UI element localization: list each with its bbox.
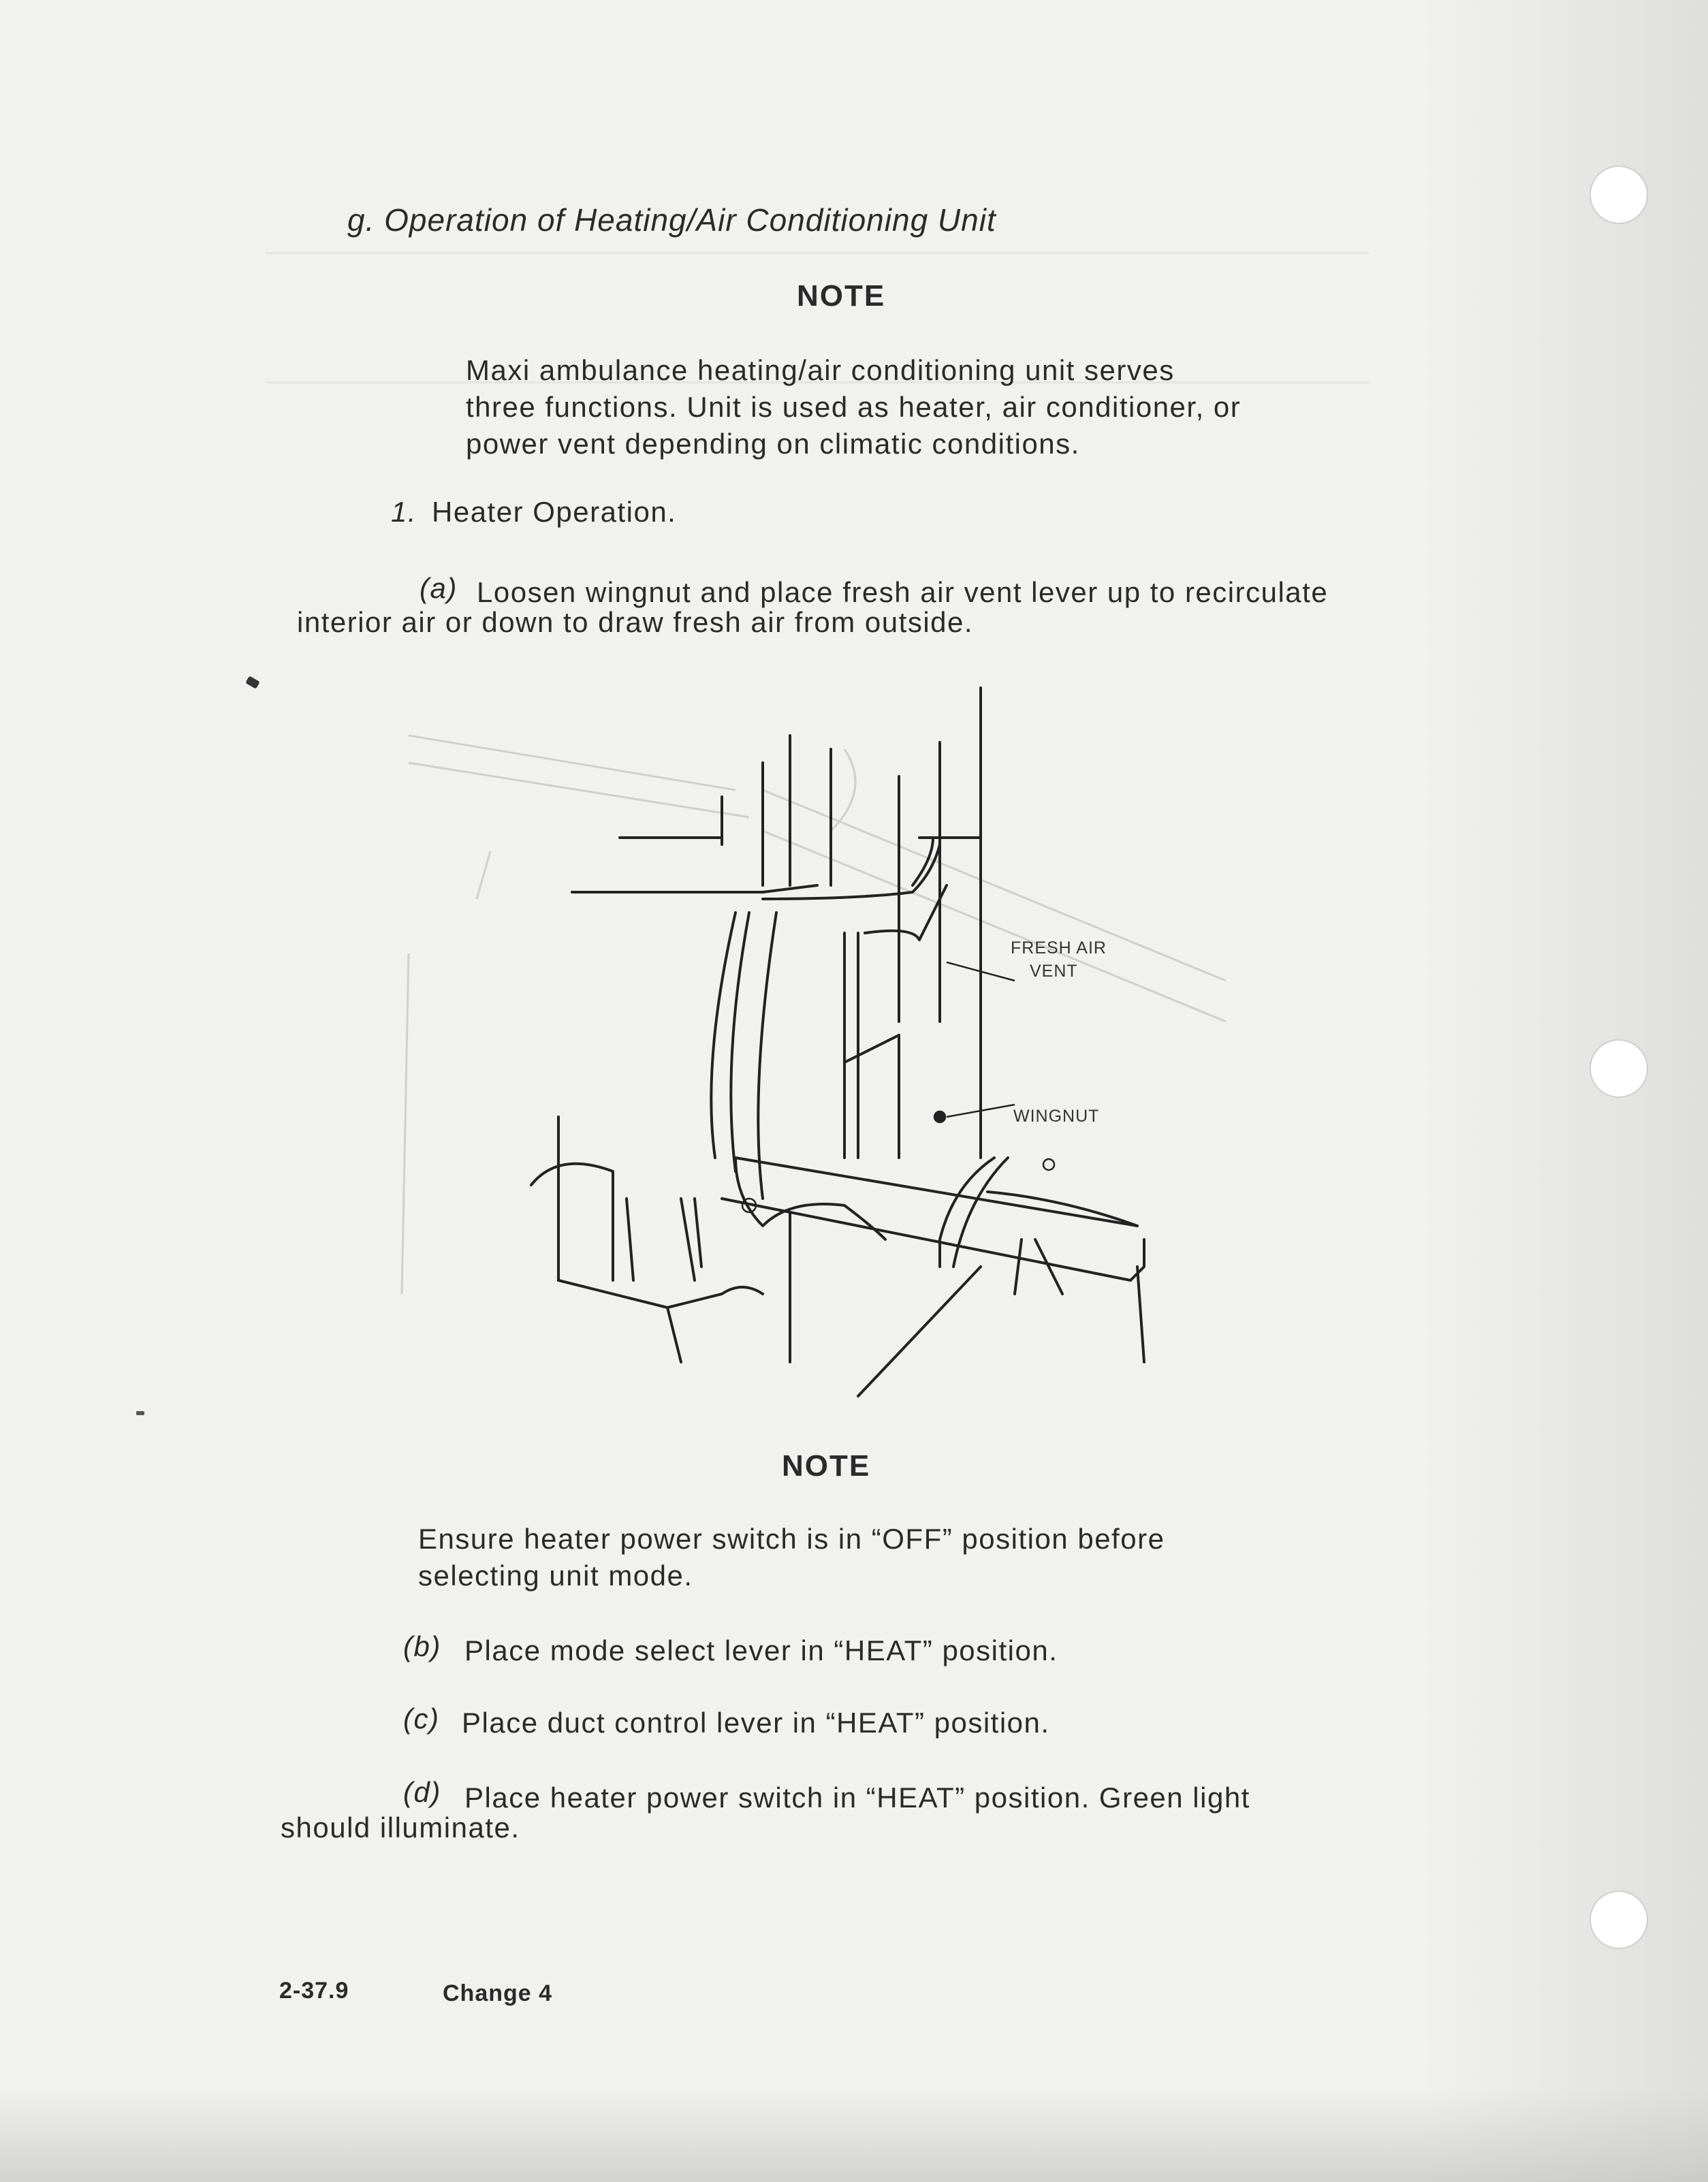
note-line: three functions. Unit is used as heater, air conditioner, or (466, 391, 1242, 423)
bullet-mark (136, 1411, 144, 1415)
page-bottom-shading (0, 2087, 1708, 2182)
step-letter: (a) (420, 572, 458, 604)
step-number: 1. (391, 496, 417, 528)
step-letter: (c) (403, 1703, 440, 1735)
step-label: Heater Operation. (432, 496, 677, 528)
step-text: should illuminate. (281, 1812, 520, 1844)
wingnut-label: WINGNUT (1013, 1107, 1100, 1126)
note-title: NOTE (782, 1449, 871, 1483)
fresh-air-vent-label: FRESH AIR (1011, 938, 1107, 958)
note-title: NOTE (797, 279, 886, 313)
punch-hole-bottom (1590, 1891, 1648, 1949)
punch-hole-middle (1590, 1039, 1648, 1098)
step-letter: (b) (403, 1630, 441, 1662)
step-text: Place mode select lever in “HEAT” position. (464, 1634, 1058, 1666)
step-text: Place duct control lever in “HEAT” position. (462, 1707, 1050, 1739)
note-line: Maxi ambulance heating/air conditioning unit serves (466, 354, 1175, 386)
fresh-air-vent-label: VENT (1030, 962, 1078, 981)
note-line: Ensure heater power switch is in “OFF” position before (418, 1523, 1165, 1555)
bullet-mark (245, 676, 260, 689)
section-heading: g. Operation of Heating/Air Conditioning Unit (347, 202, 996, 238)
page-edge-shading (1422, 0, 1708, 2182)
step-letter: (d) (403, 1776, 441, 1808)
heater-diagram (381, 681, 1239, 1403)
step-text: interior air or down to draw fresh air from outside. (297, 606, 974, 638)
punch-hole-top (1590, 165, 1648, 224)
change-number: Change 4 (443, 1980, 553, 2006)
step-text: Place heater power switch in “HEAT” position. Green light (464, 1782, 1250, 1814)
note-line: power vent depending on climatic conditions. (466, 428, 1080, 460)
step-text: Loosen wingnut and place fresh air vent lever up to recirculate (477, 576, 1329, 608)
page-number: 2-37.9 (279, 1978, 349, 2004)
heater-unit-illustration (381, 681, 1239, 1403)
note-line: selecting unit mode. (418, 1560, 693, 1592)
